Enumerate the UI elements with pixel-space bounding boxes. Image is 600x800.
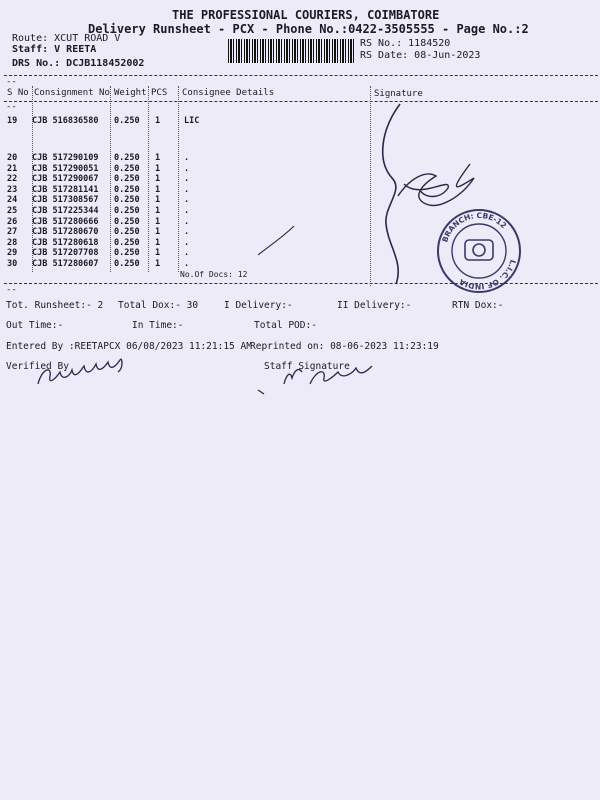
reprinted-on: Reprinted on: 08-06-2023 11:23:19 — [250, 341, 439, 352]
row-sno: 27 — [7, 227, 18, 238]
pen-mark — [258, 226, 294, 255]
company-name: THE PROFESSIONAL COURIERS, COIMBATORE — [172, 8, 440, 22]
row-sno: 25 — [7, 206, 18, 216]
runsheet-title: Delivery Runsheet - PCX - Phone No.:0422-3505555 - Page No.:2 — [88, 22, 529, 36]
row-weight: 0.250 — [114, 206, 140, 216]
row-consignee: . — [184, 153, 190, 163]
row-pcs: 1 — [155, 153, 161, 163]
row-sno: 24 — [7, 195, 18, 206]
row-pcs: 1 — [155, 206, 161, 216]
row-sno: 23 — [7, 184, 18, 195]
row-sno: 19 — [7, 116, 18, 126]
row-consignment: CJB 517280607 — [32, 259, 99, 269]
rs-date: RS Date: 08-Jun-2023 — [360, 50, 481, 61]
lic-logo-icon — [465, 240, 493, 260]
row-weight: 0.250 — [114, 227, 140, 238]
col-header-consignment: Consignment No — [34, 88, 110, 98]
row-pcs: 1 — [155, 237, 161, 248]
row-sno: 21 — [7, 163, 18, 174]
row-sno: 26 — [7, 216, 18, 227]
rs-number: RS No.: 1184520 — [360, 38, 451, 49]
i-delivery: I Delivery:- — [224, 300, 293, 311]
staff-signature-label: Staff Signature — [264, 361, 350, 372]
row-consignee: . — [184, 227, 190, 238]
row-consignment: CJB 517281141 — [32, 184, 99, 195]
total-dox: Total Dox:- 30 — [118, 300, 199, 311]
row-sno: 22 — [7, 174, 18, 185]
row-weight: 0.250 — [114, 184, 140, 195]
row-pcs: 1 — [155, 174, 161, 185]
row-pcs: 1 — [155, 259, 161, 269]
staff-label: Staff: V REETA — [12, 44, 97, 55]
row-pcs: 1 — [155, 163, 161, 174]
svg-text:BRANCH: CBE-12 — [440, 211, 508, 243]
dash-mark: -- — [6, 102, 17, 112]
total-pod: Total POD:- — [254, 320, 317, 331]
row-sno: 29 — [7, 248, 18, 259]
verified-signature — [38, 359, 122, 384]
staff-signature — [284, 366, 372, 384]
row-pcs: 1 — [155, 195, 161, 206]
row-consignment: CJB 517225344 — [32, 206, 99, 216]
row-consignment: CJB 517280666 — [32, 216, 99, 227]
lic-stamp-seal — [436, 208, 522, 294]
row-pcs: 1 — [155, 116, 161, 126]
col-header-pcs: PCS — [151, 88, 168, 98]
row-consignment: CJB 516836580 — [32, 116, 99, 126]
row-pcs: 1 — [155, 248, 161, 259]
verified-by-label: Verified By — [6, 361, 69, 372]
row-weight: 0.250 — [114, 153, 140, 163]
row-weight: 0.250 — [114, 174, 140, 185]
row-pcs: 1 — [155, 227, 161, 238]
row-consignee: . — [184, 259, 190, 269]
row-consignee: . — [184, 237, 190, 248]
in-time: In Time:- — [132, 320, 184, 331]
row-consignee: . — [184, 174, 190, 185]
col-header-sno: S No — [7, 88, 29, 98]
row-sno: 20 — [7, 153, 18, 163]
row-weight: 0.250 — [114, 195, 140, 206]
row-consignment: CJB 517280618 — [32, 237, 99, 248]
row-consignment: CJB 517280670 — [32, 227, 99, 238]
entered-by: Entered By :REETAPCX 06/08/2023 11:21:15 AM — [6, 341, 252, 352]
stamp-outer-text: L.I.C. OF INDIA — [457, 258, 518, 292]
col-header-consignee: Consignee Details — [182, 88, 275, 98]
row-weight: 0.250 — [114, 237, 140, 248]
row-consignment: CJB 517290067 — [32, 174, 99, 185]
row-consignee: . — [184, 163, 190, 174]
col-header-weight: Weight — [114, 88, 147, 98]
row-consignment: CJB 517207708 — [32, 248, 99, 259]
dash-mark: -- — [6, 77, 17, 87]
row-consignee: . — [184, 206, 190, 216]
row-consignee: . — [184, 248, 190, 259]
row-weight: 0.250 — [114, 259, 140, 269]
route-label: Route: XCUT ROAD V — [12, 33, 121, 44]
dash-mark: -- — [6, 285, 17, 295]
no-of-docs: No.Of Docs: 12 — [180, 270, 248, 279]
row-weight: 0.250 — [114, 216, 140, 227]
row-pcs: 1 — [155, 184, 161, 195]
row-consignee: LIC — [184, 116, 200, 126]
row-consignment: CJB 517290109 — [32, 153, 99, 163]
row-consignee: . — [184, 195, 190, 206]
col-header-signature: Signature — [374, 89, 423, 99]
row-weight: 0.250 — [114, 248, 140, 259]
signature-stroke — [398, 164, 474, 205]
row-sno: 28 — [7, 237, 18, 248]
rtn-dox: RTN Dox:- — [452, 300, 504, 311]
drs-number: DRS No.: DCJB118452002 — [12, 58, 145, 69]
row-weight: 0.250 — [114, 116, 140, 126]
signature-stroke — [383, 104, 400, 284]
row-pcs: 1 — [155, 216, 161, 227]
tot-runsheet: Tot. Runsheet:- 2 — [6, 300, 104, 311]
row-consignment: CJB 517290051 — [32, 163, 99, 174]
row-consignee: . — [184, 184, 190, 195]
pen-mark — [258, 390, 264, 394]
row-weight: 0.250 — [114, 163, 140, 174]
row-consignment: CJB 517308567 — [32, 195, 99, 206]
stamp-branch-text: BRANCH: CBE-12 — [440, 210, 509, 244]
out-time: Out Time:- — [6, 320, 64, 331]
ii-delivery: II Delivery:- — [337, 300, 412, 311]
row-sno: 30 — [7, 259, 18, 269]
row-consignee: . — [184, 216, 190, 227]
